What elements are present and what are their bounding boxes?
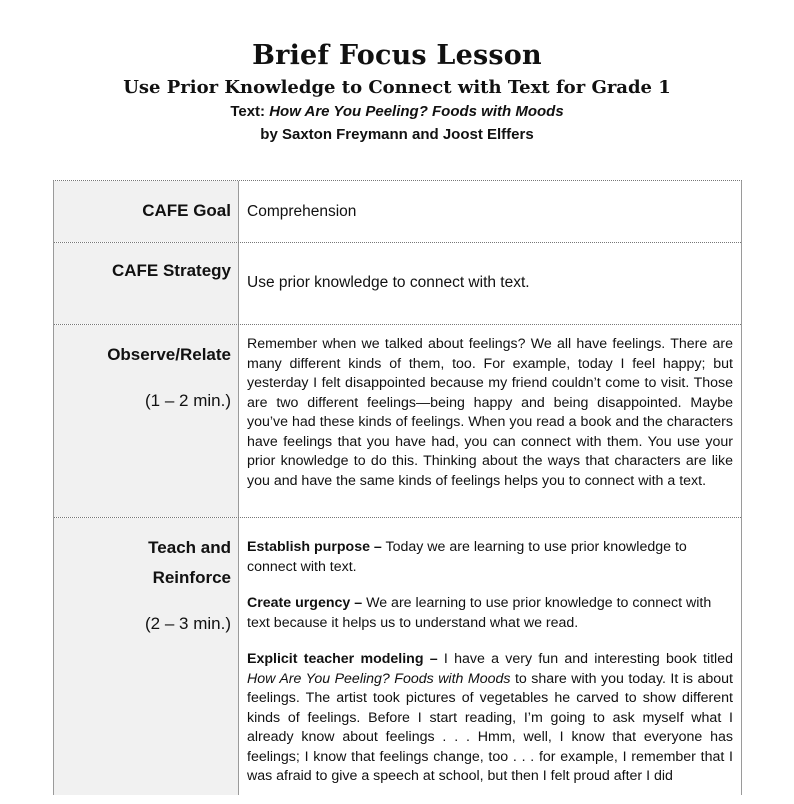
cafe-goal-label: CAFE Goal — [142, 201, 231, 220]
teach-label-line2: Reinforce — [152, 568, 231, 587]
teacher-modeling-paragraph — [247, 650, 733, 787]
book-authors: by Saxton Freymann and Joost Elffers — [260, 126, 534, 143]
row-observe-relate — [54, 325, 741, 518]
teacher-modeling-book-title: How Are You Peeling? Foods with Moods — [247, 670, 511, 687]
row-cafe-strategy — [54, 243, 741, 325]
observe-relate-duration: (1 – 2 min.) — [145, 391, 231, 410]
cafe-strategy-value: Use prior knowledge to connect with text. — [247, 274, 530, 291]
row-teach-reinforce — [54, 518, 741, 795]
text-reference — [0, 103, 794, 120]
row-content-cell — [240, 243, 741, 324]
observe-relate-text: Remember when we talked about feelings? We all have feelings. There are many different kinds of them, too. For example, today I feel happy; but yesterday I felt disappointed because my friend couldn’t come to visit. Those are two different feelings—being happy and being disappointed. Maybe you’ve had these kinds of feelings. When you read a book and the characters have feelings that you have had, you can connect with them. You use your prior knowledge to do this. Thinking about the ways that characters are like you and have the same kinds of feelings helps you to connect with a text. — [247, 336, 733, 489]
document-title: Brief Focus Lesson — [252, 40, 542, 71]
teach-duration: (2 – 3 min.) — [145, 614, 231, 633]
establish-purpose-label: Establish purpose – — [247, 539, 382, 555]
teacher-modeling-text-1: I have a very fun and interesting book titled — [437, 651, 733, 667]
teacher-modeling-text-2: to share with you today. It is about feelings. The artist took pictures of vegetables he carved to show different kinds of feelings. Before I start reading, I’m going to ask myself what I already know about feelings . . . Hmm, well, I know that everyone has feelings; I know that feelings change, too . . . for example, I remember that I was afraid to give a speech at school, but then I felt proud after I did — [247, 670, 733, 784]
establish-purpose-paragraph — [247, 538, 733, 577]
lesson-table — [53, 180, 742, 795]
row-label-cell — [54, 325, 239, 517]
row-content-cell — [240, 325, 741, 517]
row-content-cell — [240, 181, 741, 242]
cafe-goal-value: Comprehension — [247, 203, 357, 220]
row-label-cell — [54, 518, 239, 795]
establish-purpose-text: Today we are learning to use prior knowledge to connect with text. — [247, 539, 687, 575]
teacher-modeling-label: Explicit teacher modeling – — [247, 651, 438, 667]
create-urgency-paragraph — [247, 594, 733, 633]
row-cafe-goal — [54, 181, 741, 243]
observe-relate-label: Observe/Relate — [107, 345, 231, 364]
document-subtitle: Use Prior Knowledge to Connect with Text for Grade 1 — [123, 77, 671, 98]
book-title: How Are You Peeling? Foods with Moods — [269, 103, 564, 120]
create-urgency-text: We are learning to use prior knowledge to connect with text because it helps us to understand what we read. — [247, 595, 712, 631]
cafe-strategy-label: CAFE Strategy — [111, 261, 231, 280]
teach-label-line1: Teach and — [148, 538, 231, 557]
teach-content — [247, 538, 733, 804]
text-prefix: Text: — [230, 103, 270, 120]
row-label-cell — [54, 181, 239, 242]
create-urgency-label: Create urgency – — [247, 595, 363, 611]
row-content-cell — [240, 518, 741, 795]
row-label-cell — [54, 243, 239, 324]
